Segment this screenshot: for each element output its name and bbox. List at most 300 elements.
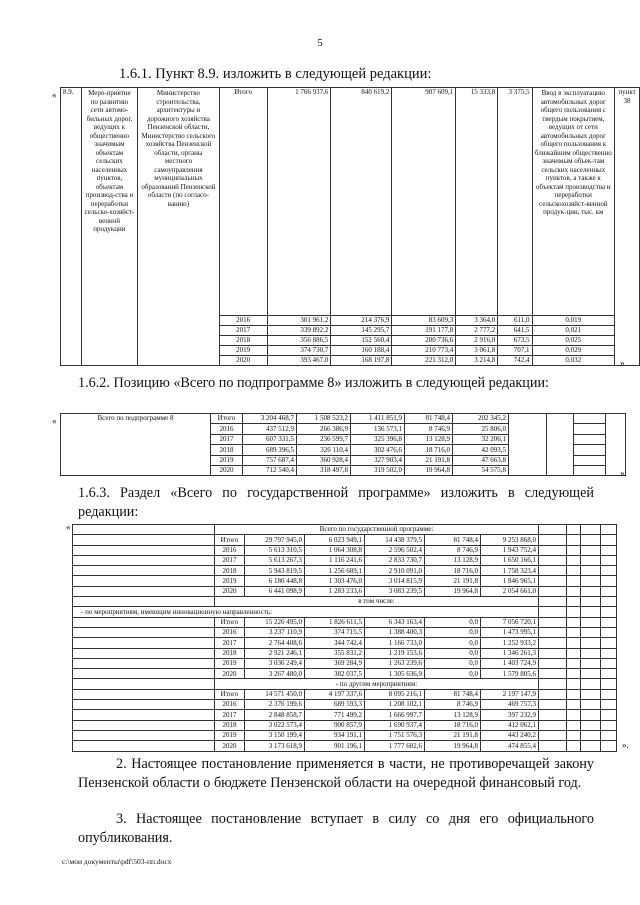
empty-cell <box>581 617 601 627</box>
indicator-cell: Ввод в эксплуатацию автомобильных дорог общего пользования с твердым покрытием, ведущих от сети автомобильных дорог общего пользования к ближайшим общественно значимым объек-там сельских населенных пунктов, а также к объектам производства и переработки сельскохозяйст-венной продук-ции, тыс. км <box>532 88 615 316</box>
table-row <box>73 669 617 679</box>
value-cell: 611,0 <box>498 316 532 326</box>
value-cell: 2 916,0 <box>456 336 498 346</box>
table-row <box>73 607 617 617</box>
empty-cell <box>567 545 581 555</box>
value-cell: 191 177,8 <box>392 326 456 336</box>
value-cell: 221 312,0 <box>392 356 456 366</box>
table-row <box>73 586 617 596</box>
empty-cell <box>601 720 617 730</box>
value-cell: 1 846 965,1 <box>481 576 539 586</box>
empty-cell <box>581 710 601 720</box>
value-cell: 1 208 102,1 <box>365 700 425 710</box>
value-cell: 29 797 945,0 <box>245 535 305 545</box>
value-cell: 1 305 636,9 <box>365 669 425 679</box>
value-cell: 14 571 450,0 <box>245 689 305 699</box>
value-cell: 1 064 308,8 <box>305 545 365 555</box>
value-cell: 369 284,9 <box>305 658 365 668</box>
empty-cell <box>567 669 581 679</box>
value-cell: 2 764 408,6 <box>245 638 305 648</box>
empty-cell <box>567 566 581 576</box>
empty-cell <box>601 689 617 699</box>
value-cell: 757 687,4 <box>243 455 297 465</box>
value-cell: 1 116 241,6 <box>305 555 365 565</box>
empty-cell <box>601 617 617 627</box>
executor-cell: Министерство строительства, архитектуры и дорожного хозяйства Пензенской области, Министерство сельского хозяйства Пензенской области, органы местного самоуправления муниципальных образований Пензенской области (по согласо-ванию) <box>138 88 220 366</box>
program-total-title: Всего по государственной программе: <box>215 525 539 535</box>
value-cell: 210 773,4 <box>392 346 456 356</box>
empty-cell <box>73 689 215 699</box>
value-cell: 160 188,4 <box>331 346 392 356</box>
year-cell: 2016 <box>215 700 245 710</box>
empty-cell <box>547 414 574 476</box>
year-cell: 2020 <box>215 741 245 751</box>
value-cell: 2 054 661,0 <box>481 586 539 596</box>
empty-cell <box>73 710 215 720</box>
empty-cell <box>567 617 581 627</box>
value-cell: 2 910 091,0 <box>365 566 425 576</box>
value-cell: 1 388 400,3 <box>365 627 425 637</box>
value-cell: 360 928,4 <box>297 455 351 465</box>
value-cell: 318 497,8 <box>297 465 351 475</box>
empty-cell <box>574 434 606 444</box>
value-cell: 326 110,4 <box>297 445 351 455</box>
indicator-value: 0,025 <box>532 336 615 346</box>
empty-cell <box>539 679 567 689</box>
empty-cell <box>73 576 215 586</box>
value-cell: 4 197 337,6 <box>305 689 365 699</box>
empty-cell <box>601 566 617 576</box>
total-label: Итого <box>219 88 267 316</box>
quote-open-3: « <box>66 522 71 532</box>
value-cell: 301 961,2 <box>267 316 331 326</box>
value-cell: 2 921 246,1 <box>245 648 305 658</box>
value-cell: 13 128,9 <box>405 434 453 444</box>
value-cell: 325 396,8 <box>351 434 405 444</box>
empty-cell <box>539 689 567 699</box>
value-cell: 168 197,8 <box>331 356 392 366</box>
value-cell: 355 831,2 <box>305 648 365 658</box>
value-cell: 236 599,7 <box>297 434 351 444</box>
empty-cell <box>73 648 215 658</box>
value-cell: 3 214,8 <box>456 356 498 366</box>
value-cell: 8 095 216,1 <box>365 689 425 699</box>
year-cell: 2018 <box>215 566 245 576</box>
empty-cell <box>601 586 617 596</box>
empty-cell <box>601 710 617 720</box>
empty-cell <box>581 638 601 648</box>
year-cell: Итого <box>211 414 243 424</box>
reference-cell: пункт 38 <box>615 88 640 366</box>
innovation-label: - по мероприятиям, имеющим инновационную направленность: <box>73 607 539 617</box>
value-cell: 1 650 166,1 <box>481 555 539 565</box>
value-cell: 1 508 523,2 <box>297 414 351 424</box>
other-label: - по другим мероприятиям: <box>215 679 539 689</box>
empty-cell <box>539 566 567 576</box>
section-heading-2: 1.6.2. Позицию «Всего по подпрограмме 8» изложить в следующей редакции: <box>78 375 549 391</box>
year-cell: Итого <box>215 617 245 627</box>
table-row <box>73 617 617 627</box>
empty-cell <box>539 525 567 535</box>
empty-cell <box>574 414 606 424</box>
value-cell: 2 848 858,7 <box>245 710 305 720</box>
value-cell: 5 613 310,5 <box>245 545 305 555</box>
empty-cell <box>539 669 567 679</box>
value-cell: 0,0 <box>425 617 481 627</box>
empty-cell <box>601 741 617 751</box>
value-cell: 3 364,0 <box>456 316 498 326</box>
empty-cell <box>567 648 581 658</box>
value-cell: 934 191,1 <box>305 730 365 740</box>
empty-cell <box>73 627 215 637</box>
value-cell: 1 263 239,6 <box>365 658 425 668</box>
value-cell: 83 609,3 <box>392 316 456 326</box>
value-cell: 689 593,3 <box>305 700 365 710</box>
value-cell: 2 596 502,4 <box>365 545 425 555</box>
value-cell: 5 943 819,5 <box>245 566 305 576</box>
value-cell: 13 128,9 <box>425 555 481 565</box>
empty-cell <box>601 648 617 658</box>
empty-cell <box>509 414 547 476</box>
value-cell: 214 376,9 <box>331 316 392 326</box>
empty-cell <box>539 730 567 740</box>
value-cell: 3 204 468,7 <box>243 414 297 424</box>
year-cell: 2020 <box>215 669 245 679</box>
empty-cell <box>567 638 581 648</box>
value-cell: 1 690 937,4 <box>365 720 425 730</box>
empty-cell <box>539 648 567 658</box>
value-cell: 607 331,5 <box>243 434 297 444</box>
empty-cell <box>73 617 215 627</box>
empty-cell <box>73 669 215 679</box>
value-cell: 6 343 163,4 <box>365 617 425 627</box>
value-cell: 0,0 <box>425 658 481 668</box>
section-heading-3: 1.6.3. Раздел «Всего по государственной программе» изложить в следующей редакции: <box>78 485 594 520</box>
year-cell: 2019 <box>215 730 245 740</box>
total-v2: 840 619,2 <box>331 88 392 316</box>
value-cell: 327 903,4 <box>351 455 405 465</box>
empty-cell <box>581 607 601 617</box>
value-cell: 3 267 480,0 <box>245 669 305 679</box>
value-cell: 319 502,0 <box>351 465 405 475</box>
empty-cell <box>581 535 601 545</box>
row-number: 8.9. <box>61 88 82 366</box>
value-cell: 9 253 868,0 <box>481 535 539 545</box>
value-cell: 742,4 <box>498 356 532 366</box>
value-cell: 1 403 724,9 <box>481 658 539 668</box>
table-row <box>73 576 617 586</box>
empty-cell <box>567 627 581 637</box>
value-cell: 641,5 <box>498 326 532 336</box>
value-cell: 0,0 <box>425 638 481 648</box>
empty-cell <box>539 700 567 710</box>
year-cell: 2019 <box>219 346 267 356</box>
year-cell: 2016 <box>211 424 243 434</box>
value-cell: 443 240,2 <box>481 730 539 740</box>
empty-cell <box>73 525 215 535</box>
value-cell: 145 295,7 <box>331 326 392 336</box>
empty-cell <box>601 669 617 679</box>
quote-open-1: « <box>52 90 57 100</box>
value-cell: 18 716,0 <box>425 566 481 576</box>
empty-cell <box>73 597 215 607</box>
empty-cell <box>539 607 567 617</box>
value-cell: 200 736,6 <box>392 336 456 346</box>
value-cell: 1 256 689,1 <box>305 566 365 576</box>
measure-table <box>60 87 640 366</box>
value-cell: 25 806,0 <box>453 424 509 434</box>
year-cell: 2019 <box>211 455 243 465</box>
empty-cell <box>581 658 601 668</box>
value-cell: 1 666 997,7 <box>365 710 425 720</box>
empty-cell <box>567 586 581 596</box>
value-cell: 18 716,0 <box>405 445 453 455</box>
table-row <box>73 679 617 689</box>
value-cell: 474 855,4 <box>481 741 539 751</box>
empty-cell <box>539 545 567 555</box>
indicator-value: 0,021 <box>532 326 615 336</box>
empty-cell <box>581 545 601 555</box>
empty-cell <box>73 555 215 565</box>
table-row <box>73 720 617 730</box>
value-cell: 21 191,8 <box>425 730 481 740</box>
empty-cell <box>539 617 567 627</box>
empty-cell <box>73 720 215 730</box>
table-row <box>73 638 617 648</box>
section-heading-1: 1.6.1. Пункт 8.9. изложить в следующей редакции: <box>119 66 432 82</box>
empty-cell <box>567 607 581 617</box>
table-row <box>73 555 617 565</box>
value-cell: 19 964,8 <box>405 465 453 475</box>
value-cell: 13 128,9 <box>425 710 481 720</box>
value-cell: 382 037,5 <box>305 669 365 679</box>
table-row <box>61 414 626 424</box>
year-cell: 2019 <box>215 658 245 668</box>
value-cell: 2 376 199,6 <box>245 700 305 710</box>
value-cell: 1 411 851,9 <box>351 414 405 424</box>
file-path-footer: c:\мои документы\pdf\503-пп.docx <box>62 857 172 866</box>
empty-cell <box>581 576 601 586</box>
value-cell: 900 857,9 <box>305 720 365 730</box>
empty-cell <box>601 576 617 586</box>
year-cell: 2020 <box>215 586 245 596</box>
value-cell: 42 093,5 <box>453 445 509 455</box>
quote-open-2: « <box>52 416 57 426</box>
value-cell: 393 467,0 <box>267 356 331 366</box>
empty-cell <box>567 700 581 710</box>
empty-cell <box>601 525 617 535</box>
value-cell: 19 964,8 <box>425 741 481 751</box>
empty-cell <box>73 658 215 668</box>
indicator-value: 0,029 <box>532 346 615 356</box>
empty-cell <box>601 627 617 637</box>
value-cell: 19 964,8 <box>425 586 481 596</box>
value-cell: 0,0 <box>425 669 481 679</box>
empty-cell <box>601 638 617 648</box>
value-cell: 707,1 <box>498 346 532 356</box>
empty-cell <box>601 535 617 545</box>
value-cell: 673,5 <box>498 336 532 346</box>
paragraph-2: 2. Настоящее постановление применяется в части, не противоречащей закону Пензенской области о бюджете Пензенской области на очередной финансовый год. <box>78 756 594 791</box>
value-cell: 1 751 576,3 <box>365 730 425 740</box>
program-table <box>72 524 617 752</box>
value-cell: 339 892,2 <box>267 326 331 336</box>
value-cell: 3 022 573,4 <box>245 720 305 730</box>
value-cell: 1 252 933,2 <box>481 638 539 648</box>
indicator-value: 0,019 <box>532 316 615 326</box>
empty-cell <box>73 700 215 710</box>
value-cell: 81 748,4 <box>425 689 481 699</box>
empty-cell <box>581 741 601 751</box>
value-cell: 1 346 261,3 <box>481 648 539 658</box>
empty-cell <box>539 710 567 720</box>
value-cell: 202 345,2 <box>453 414 509 424</box>
value-cell: 3 036 249,4 <box>245 658 305 668</box>
value-cell: 6 023 949,1 <box>305 535 365 545</box>
value-cell: 54 575,8 <box>453 465 509 475</box>
value-cell: 8 746,9 <box>425 545 481 555</box>
value-cell: 81 748,4 <box>405 414 453 424</box>
empty-cell <box>539 555 567 565</box>
table-row <box>73 710 617 720</box>
value-cell: 1 777 602,6 <box>365 741 425 751</box>
year-cell: 2017 <box>215 710 245 720</box>
table-row <box>73 700 617 710</box>
event-name: Меро-приятие по развитию сети автомо-бильных дорог, ведущих к общественно значимым объектам сельских населенных пунктов, объектам производ-ства и переработки сельско-хозяйст-венной продукции <box>81 88 137 366</box>
table-row <box>73 627 617 637</box>
empty-cell <box>581 525 601 535</box>
table-row <box>73 730 617 740</box>
value-cell: 47 663,8 <box>453 455 509 465</box>
quote-close-1: ». <box>620 358 627 368</box>
empty-cell <box>539 720 567 730</box>
value-cell: 152 560,4 <box>331 336 392 346</box>
empty-cell <box>73 730 215 740</box>
empty-cell <box>567 741 581 751</box>
value-cell: 3 083 239,5 <box>365 586 425 596</box>
value-cell: 266 386,9 <box>297 424 351 434</box>
total-v5: 3 375,5 <box>498 88 532 316</box>
empty-cell <box>539 741 567 751</box>
total-v1: 1 766 937,6 <box>267 88 331 316</box>
value-cell: 771 499,2 <box>305 710 365 720</box>
empty-cell <box>574 445 606 455</box>
value-cell: 136 573,1 <box>351 424 405 434</box>
empty-cell <box>601 679 617 689</box>
year-cell: Итого <box>215 535 245 545</box>
empty-cell <box>73 545 215 555</box>
empty-cell <box>581 597 601 607</box>
value-cell: 2 777,2 <box>456 326 498 336</box>
empty-cell <box>601 658 617 668</box>
value-cell: 689 396,5 <box>243 445 297 455</box>
empty-cell <box>567 576 581 586</box>
paragraph-3: 3. Настоящее постановление вступает в силу со дня его официального опубликования. <box>78 811 594 846</box>
empty-cell <box>574 465 606 475</box>
empty-cell <box>567 555 581 565</box>
value-cell: 3 061,8 <box>456 346 498 356</box>
value-cell: 21 191,8 <box>405 455 453 465</box>
empty-cell <box>539 658 567 668</box>
value-cell: 14 438 379,5 <box>365 535 425 545</box>
empty-cell <box>581 627 601 637</box>
empty-cell <box>581 555 601 565</box>
table-row <box>73 597 617 607</box>
value-cell: 1 166 733,0 <box>365 638 425 648</box>
quote-close-3: ». <box>622 740 629 750</box>
empty-cell <box>539 638 567 648</box>
table-row <box>73 545 617 555</box>
subprogram-label: Всего по подпрограмме 8 <box>61 414 211 476</box>
table-row <box>73 525 617 535</box>
empty-cell <box>601 555 617 565</box>
year-cell: 2020 <box>219 356 267 366</box>
value-cell: 8 746,9 <box>405 424 453 434</box>
empty-cell <box>539 586 567 596</box>
empty-cell <box>73 741 215 751</box>
empty-cell <box>567 525 581 535</box>
empty-cell <box>581 679 601 689</box>
year-cell: 2017 <box>219 326 267 336</box>
year-cell: 2020 <box>211 465 243 475</box>
value-cell: 5 613 267,3 <box>245 555 305 565</box>
empty-cell <box>601 607 617 617</box>
value-cell: 8 746,9 <box>425 700 481 710</box>
quote-close-2: ». <box>620 468 627 478</box>
value-cell: 1 943 752,4 <box>481 545 539 555</box>
value-cell: 437 512,9 <box>243 424 297 434</box>
table-row <box>73 741 617 751</box>
value-cell: 3 237 110,9 <box>245 627 305 637</box>
empty-cell <box>567 535 581 545</box>
empty-cell <box>574 455 606 465</box>
value-cell: 1 826 611,5 <box>305 617 365 627</box>
empty-cell <box>539 597 567 607</box>
year-cell: 2018 <box>215 648 245 658</box>
empty-cell <box>73 566 215 576</box>
empty-cell <box>581 566 601 576</box>
value-cell: 1 219 153,6 <box>365 648 425 658</box>
value-cell: 2 833 730,7 <box>365 555 425 565</box>
empty-cell <box>601 700 617 710</box>
empty-cell <box>567 689 581 699</box>
year-cell: 2017 <box>211 434 243 444</box>
year-cell: 2018 <box>211 445 243 455</box>
empty-cell <box>581 689 601 699</box>
empty-cell <box>73 679 215 689</box>
table-row <box>73 658 617 668</box>
year-cell: 2018 <box>215 720 245 730</box>
empty-cell <box>574 424 606 434</box>
value-cell: 1 758 323,4 <box>481 566 539 576</box>
empty-cell <box>73 586 215 596</box>
value-cell: 469 757,3 <box>481 700 539 710</box>
value-cell: 18 716,0 <box>425 720 481 730</box>
value-cell: 0,0 <box>425 648 481 658</box>
empty-cell <box>567 720 581 730</box>
value-cell: 6 186 448,8 <box>245 576 305 586</box>
empty-cell <box>581 669 601 679</box>
value-cell: 901 196,1 <box>305 741 365 751</box>
empty-cell <box>581 648 601 658</box>
value-cell: 1 303 476,0 <box>305 576 365 586</box>
value-cell: 344 742,4 <box>305 638 365 648</box>
empty-cell <box>601 545 617 555</box>
empty-cell <box>567 597 581 607</box>
empty-cell <box>567 730 581 740</box>
year-cell: 2016 <box>219 316 267 326</box>
value-cell: 32 206,1 <box>453 434 509 444</box>
